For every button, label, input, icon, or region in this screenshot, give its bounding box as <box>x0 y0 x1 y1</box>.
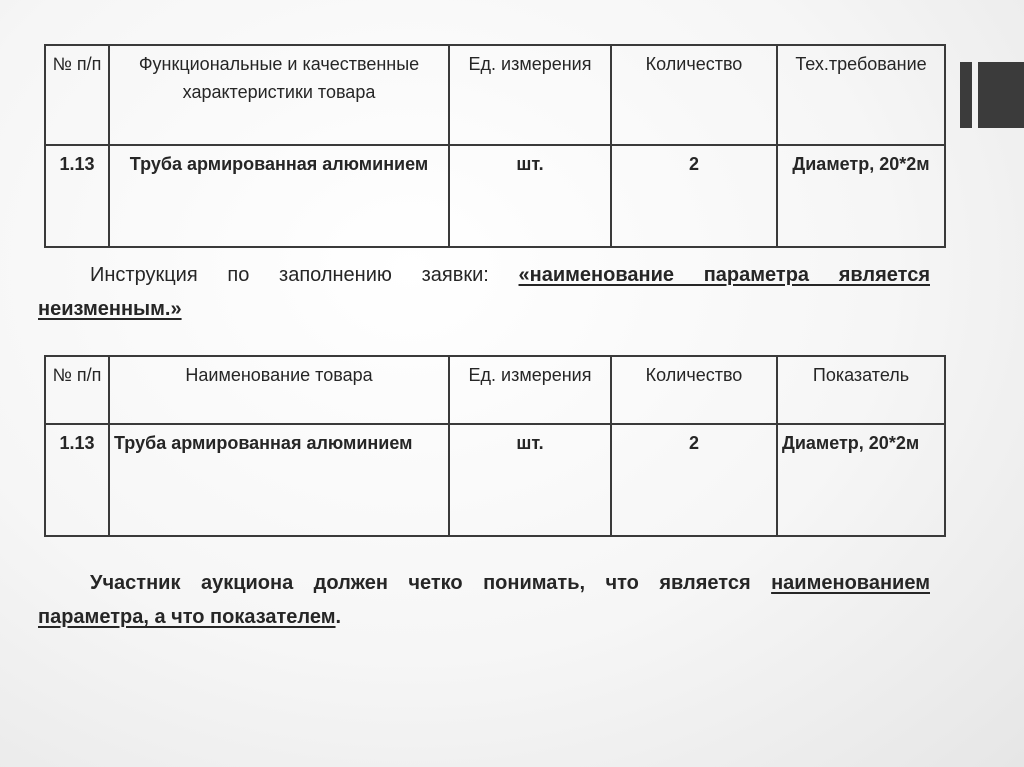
decorative-bars <box>960 62 1024 128</box>
table-cell: Диаметр, 20*2м <box>777 145 945 247</box>
conclusion-paragraph <box>38 566 930 634</box>
decorative-bar-wide <box>978 62 1024 128</box>
table-cell: Труба армированная алюминием <box>109 424 449 536</box>
header-cell: Ед. измерения <box>449 45 611 145</box>
header-cell: Тех.требование <box>777 45 945 145</box>
table-cell: Труба армированная алюминием <box>109 145 449 247</box>
table-cell: Диаметр, 20*2м <box>777 424 945 536</box>
header-cell: Наименование товара <box>109 356 449 424</box>
table-cell: 2 <box>611 145 777 247</box>
header-cell: № п/п <box>45 45 109 145</box>
instruction-text: Инструкция по заполнению заявки: <box>90 264 519 286</box>
table-row <box>45 424 945 536</box>
table-cell: шт. <box>449 424 611 536</box>
table-cell: 2 <box>611 424 777 536</box>
table-cell: 1.13 <box>45 145 109 247</box>
table-cell: 1.13 <box>45 424 109 536</box>
header-cell: Количество <box>611 356 777 424</box>
header-cell: Ед. измерения <box>449 356 611 424</box>
conclusion-text: Участник аукциона должен четко понимать, что является <box>90 572 772 594</box>
characteristics-table <box>44 44 946 248</box>
header-cell: Показатель <box>777 356 945 424</box>
table-cell: шт. <box>449 145 611 247</box>
header-cell: Количество <box>611 45 777 145</box>
instruction-emphasis: «наименование параметра является неизменным.» <box>38 264 930 320</box>
conclusion-tail: . <box>335 606 342 628</box>
instruction-paragraph <box>38 258 930 326</box>
indicators-table <box>44 355 946 537</box>
table-header-row <box>45 356 945 424</box>
table-row <box>45 145 945 247</box>
decorative-bar-thin <box>960 62 972 128</box>
header-cell: Функциональные и качественные характеристики товара <box>109 45 449 145</box>
header-cell: № п/п <box>45 356 109 424</box>
conclusion-underlined: наименованием параметра, а что показателем <box>38 572 930 628</box>
table-header-row <box>45 45 945 145</box>
